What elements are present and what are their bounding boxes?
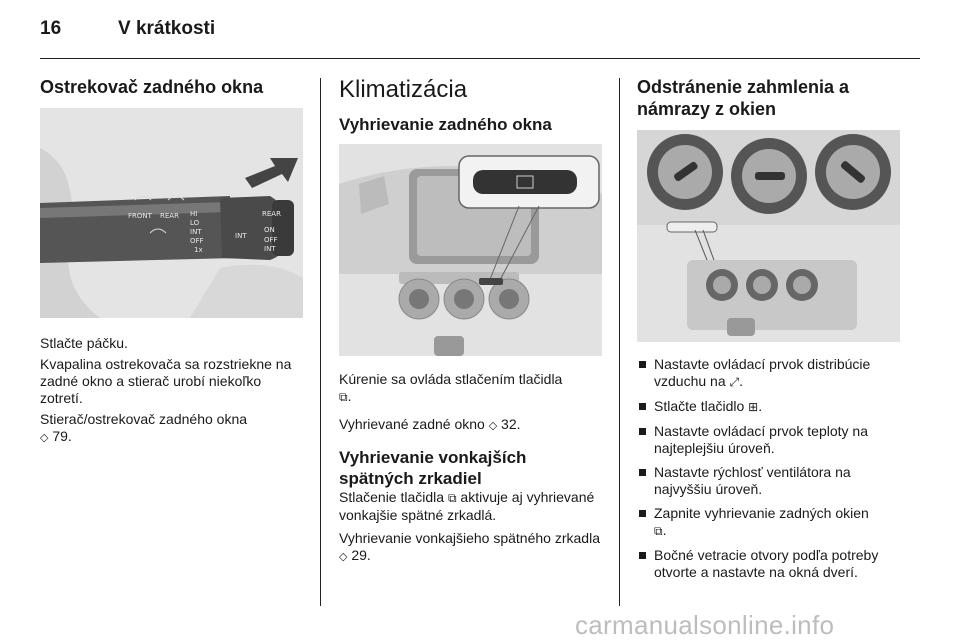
wiper-lever-figure (40, 108, 303, 318)
list-item: Nastavte rýchlosť ventilátora na najvyššiu úroveň. (637, 464, 903, 498)
heated-window-crossref: Vyhrievané zadné okno ◇ 32. (339, 416, 521, 432)
label-int: INT (190, 228, 202, 236)
front-defrost-icon: ⊞ (748, 400, 759, 414)
washer-crossref: Stierač/ostrekovač zadného okna ◇ 79. (40, 411, 248, 444)
heating-instruction: Kúrenie sa ovláda stlačením tlačidla ⧉. (339, 371, 563, 404)
label-1x: 1x (194, 246, 203, 254)
crossref-page[interactable]: 32. (497, 416, 521, 432)
crossref-arrow-icon: ◇ (40, 431, 49, 444)
windscreen-airflow-icon: ⤢ (729, 375, 740, 389)
climate-title: Klimatizácia (339, 76, 468, 103)
label-rear-2: REAR (262, 210, 281, 218)
list-item: Nastavte ovládací prvok distribúcie vzduchu na ⤢. (637, 356, 903, 391)
page-header (40, 18, 920, 46)
watermark: carmanualsonline.info (575, 610, 835, 640)
column-defog (637, 76, 903, 588)
list-item: Zapnite vyhrievanie zadných okien ⧉. (637, 505, 903, 540)
label-hi: HI (190, 210, 198, 218)
rear-defrost-icon: ⧉ (447, 491, 457, 505)
instruction-press-lever: Stlačte páčku. (40, 335, 128, 351)
label-on: ON (264, 226, 275, 234)
list-item: Stlačte tlačidlo ⊞. (637, 398, 903, 416)
defog-steps (637, 356, 903, 581)
chapter-title: V krátkosti (118, 18, 216, 39)
mirror-heating-heading: Vyhrievanie vonkajších spätných zrkadiel (339, 448, 527, 488)
rear-defrost-icon: ⧉ (654, 524, 663, 538)
header-rule (40, 58, 920, 59)
column-rear-washer (40, 76, 305, 446)
column-divider-1 (320, 78, 321, 606)
column-climate (339, 76, 605, 565)
mirror-crossref: Vyhrievanie vonkajšieho spätného zrkadla ◇ 29. (339, 530, 600, 563)
crossref-arrow-icon: ◇ (339, 550, 348, 563)
rear-window-heating-heading: Vyhrievanie zadného okna (339, 115, 552, 134)
rear-heating-button-figure (339, 144, 602, 356)
label-off: OFF (190, 237, 204, 245)
crossref-page[interactable]: 79. (48, 428, 72, 444)
crossref-arrow-icon: ◇ (488, 419, 498, 432)
page-number: 16 (40, 18, 62, 39)
list-item: Bočné vetracie otvory podľa potreby otvorte a nastavte na okná dverí. (637, 547, 903, 581)
list-item: Nastavte ovládací prvok teploty na najteplejšiu úroveň. (637, 423, 903, 457)
climate-controls-figure (637, 130, 900, 342)
label-int-3: INT (264, 245, 276, 253)
rear-defrost-icon: ⧉ (339, 390, 348, 404)
mirror-heating-description: Stlačenie tlačidla ⧉ aktivuje aj vyhrievané vonkajšie spätné zrkadlá. (339, 489, 595, 523)
label-rear: REAR (160, 212, 179, 220)
column-divider-2 (619, 78, 620, 606)
label-off-2: OFF (264, 236, 278, 244)
rear-washer-heading: Ostrekovač zadného okna (40, 77, 264, 97)
crossref-page[interactable]: 29. (347, 547, 371, 563)
defog-heading: Odstránenie zahmlenia a námrazy z okien (637, 77, 850, 119)
label-front: FRONT (128, 212, 152, 220)
label-int-2: INT (235, 232, 247, 240)
washer-description: Kvapalina ostrekovača sa rozstriekne na zadné okno a stierač urobí niekoľko zotretí. (40, 356, 292, 406)
label-lo: LO (190, 219, 200, 227)
